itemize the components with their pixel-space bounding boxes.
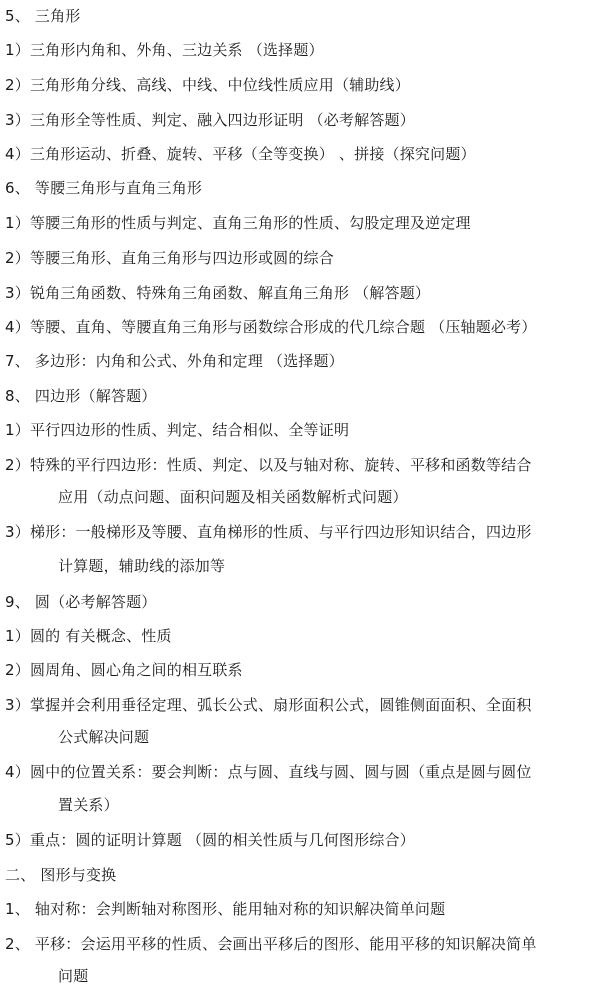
item-circle-concepts: 1）圆的 有关概念、性质 — [5, 627, 172, 645]
item-special-parallelogram-cont: 应用（动点问题、面积问题及相关函数解析式问题） — [58, 488, 408, 506]
item-translation-cont: 问题 — [58, 967, 89, 985]
item-circle-proof: 5）重点：圆的证明计算题 （圆的相关性质与几何图形综合） — [5, 831, 415, 849]
item-triangle-congruence: 3）三角形全等性质、判定、融入四边形证明 （必考解答题） — [5, 111, 415, 129]
item-axial-symmetry: 1、 轴对称：会判断轴对称图形、能用轴对称的知识解决简单问题 — [5, 900, 446, 918]
item-inscribed-angle: 2）圆周角、圆心角之间的相互联系 — [5, 661, 243, 679]
section-quadrilateral: 8、 四边形（解答题） — [5, 387, 157, 405]
item-triangle-angles: 1）三角形内角和、外角、三边关系 （选择题） — [5, 41, 324, 59]
section-isosceles-right-triangle: 6、 等腰三角形与直角三角形 — [5, 179, 203, 197]
item-special-parallelogram: 2）特殊的平行四边形：性质、判定、以及与轴对称、旋转、平移和函数等结合 — [5, 456, 532, 474]
item-translation: 2、 平移：会运用平移的性质、会画出平移后的图形、能用平移的知识解决简单 — [5, 935, 537, 953]
section-circle: 9、 圆（必考解答题） — [5, 593, 157, 611]
item-circle-formulas-cont: 公式解决问题 — [58, 728, 150, 746]
section-polygon: 7、 多边形：内角和公式、外角和定理 （选择题） — [5, 352, 344, 370]
section-triangle: 5、 三角形 — [5, 7, 81, 25]
item-trapezoid: 3）梯形：一般梯形及等腰、直角梯形的性质、与平行四边形知识结合，四边形 — [5, 523, 532, 541]
item-isosceles-combined: 2）等腰三角形、直角三角形与四边形或圆的综合 — [5, 249, 334, 267]
item-trapezoid-cont: 计算题，辅助线的添加等 — [58, 557, 226, 575]
item-function-geometry: 4）等腰、直角、等腰直角三角形与函数综合形成的代几综合题 （压轴题必考） — [5, 318, 537, 336]
item-circle-positions-cont: 置关系） — [58, 796, 119, 814]
section-transformations: 二、 图形与变换 — [5, 866, 117, 884]
item-triangle-lines: 2）三角形角分线、高线、中线、中位线性质应用（辅助线） — [5, 76, 410, 94]
item-circle-formulas: 3）掌握并会利用垂径定理、弧长公式、扇形面积公式，圆锥侧面面积、全面积 — [5, 696, 532, 714]
item-isosceles-properties: 1）等腰三角形的性质与判定、直角三角形的性质、勾股定理及逆定理 — [5, 214, 471, 232]
item-triangle-motion: 4）三角形运动、折叠、旋转、平移（全等变换） 、拼接（探究问题） — [5, 145, 476, 163]
item-trig-functions: 3）锐角三角函数、特殊角三角函数、解直角三角形 （解答题） — [5, 284, 431, 302]
item-circle-positions: 4）圆中的位置关系：要会判断：点与圆、直线与圆、圆与圆（重点是圆与圆位 — [5, 763, 532, 781]
item-parallelogram: 1）平行四边形的性质、判定、结合相似、全等证明 — [5, 421, 350, 439]
